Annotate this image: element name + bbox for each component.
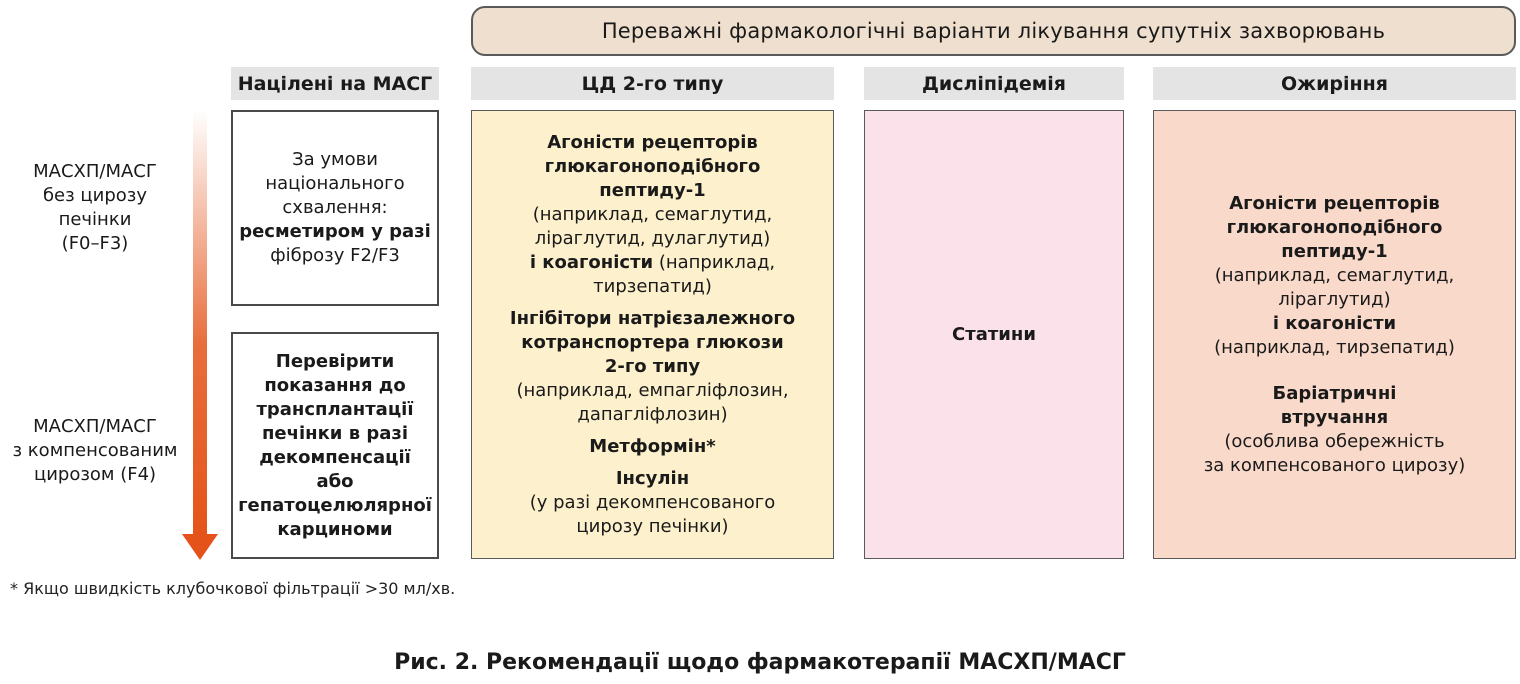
t2d-coagonists-line <box>530 251 775 275</box>
column-header-obesity-label: Ожиріння <box>1281 72 1388 95</box>
dyslipidemia-treatment-box <box>864 110 1124 559</box>
targeted-box1-line-2: національного <box>265 173 405 194</box>
t2d-coagonists-rest: (наприклад, <box>653 251 776 273</box>
t2d-insulin: Інсулін <box>615 467 690 489</box>
column-header-obesity <box>1153 67 1516 100</box>
t2d-coagonists-label: і коагоністи <box>529 251 654 273</box>
t2d-treatment-box <box>471 110 834 559</box>
stage-late-line-3: цирозом (F4) <box>33 464 157 485</box>
t2d-sglt2-line-3: 2-го типу <box>604 355 701 377</box>
targeted-transplant-box <box>231 332 439 559</box>
obesity-bariatric-line-2: втручання <box>1280 406 1389 428</box>
column-header-dyslipidemia <box>864 67 1124 100</box>
obesity-glp1-line-1: Агоністи рецепторів <box>1229 192 1440 214</box>
t2d-sglt2-example-2: дапагліфлозин) <box>577 403 728 425</box>
stage-early-line-1: МАСХП/МАСГ <box>33 161 157 182</box>
column-header-targeted <box>231 67 439 100</box>
comorbidity-treatment-banner <box>471 6 1516 56</box>
obesity-glp1-line-2: глюкагоноподібного <box>1226 216 1443 238</box>
dyslipidemia-statins: Статини <box>952 323 1036 345</box>
obesity-bariatric-note-1: (особлива обережність <box>1224 430 1445 452</box>
t2d-sglt2-line-2: котранспортера глюкози <box>521 331 784 353</box>
t2d-coagonists-example: тирзепатид) <box>593 275 712 297</box>
obesity-bariatric-note-2: за компенсованого цирозу) <box>1203 454 1466 476</box>
banner-title: Переважні фармакологічні варіанти лікування супутніх захворювань <box>601 19 1386 43</box>
targeted-box2-line-4: печінки в разі <box>261 422 409 444</box>
stage-late-line-2: з компенсованим <box>12 440 178 461</box>
targeted-box1-resmetirom: ресметиром у разі <box>239 221 431 242</box>
stage-early-line-4: (F0–F3) <box>61 233 129 254</box>
targeted-box2-line-7: карциноми <box>277 518 393 540</box>
stage-label-compensated-cirrhosis <box>0 415 190 487</box>
obesity-coagonists: і коагоністи <box>1272 312 1397 334</box>
obesity-coagonists-example: (наприклад, тирзепатид) <box>1214 336 1455 358</box>
targeted-box2-line-1: Перевірити <box>275 350 395 372</box>
obesity-treatment-box <box>1153 110 1516 559</box>
stage-early-line-2: без цирозу <box>42 185 148 206</box>
targeted-resmetirom-box <box>231 110 439 306</box>
t2d-glp1-line-2: глюкагоноподібного <box>544 155 761 177</box>
t2d-metformin: Метформін* <box>589 435 716 457</box>
targeted-box1-line-3: схвалення: <box>282 197 388 218</box>
targeted-box1-line-5: фіброзу F2/F3 <box>270 245 400 266</box>
targeted-box2-line-5: декомпенсації або <box>259 446 411 492</box>
t2d-glp1-line-3: пептиду-1 <box>599 179 706 201</box>
obesity-glp1-example-1: (наприклад, семаглутид, <box>1214 264 1455 286</box>
column-header-dyslipidemia-label: Дисліпідемія <box>921 72 1067 95</box>
targeted-box2-line-6: гепатоцелюлярної <box>238 494 432 516</box>
t2d-sglt2-example-1: (наприклад, емпагліфлозин, <box>516 379 789 401</box>
t2d-insulin-example-1: (у разі декомпенсованого <box>529 491 776 513</box>
targeted-box2-line-2: показання до <box>264 374 406 396</box>
t2d-insulin-example-2: цирозу печінки) <box>576 515 729 537</box>
t2d-glp1-line-1: Агоністи рецепторів <box>547 131 758 153</box>
t2d-glp1-example-1: (наприклад, семаглутид, <box>532 203 773 225</box>
obesity-glp1-line-3: пептиду-1 <box>1281 240 1388 262</box>
column-header-t2d-label: ЦД 2-го типу <box>581 72 724 95</box>
footnote: * Якщо швидкість клубочкової фільтрації >30 мл/хв. <box>10 579 456 598</box>
t2d-sglt2-line-1: Інгібітори натрієзалежного <box>509 307 796 329</box>
obesity-bariatric-line-1: Баріатричні <box>1272 382 1397 404</box>
column-header-targeted-label: Націлені на МАСГ <box>237 72 433 95</box>
targeted-box1-line-1: За умови <box>292 149 378 170</box>
targeted-box2-line-3: трансплантації <box>256 398 414 420</box>
obesity-glp1-example-2: ліраглутид) <box>1278 288 1391 310</box>
stage-late-line-1: МАСХП/МАСГ <box>33 416 157 437</box>
stage-label-no-cirrhosis <box>0 160 190 256</box>
t2d-glp1-example-2: ліраглутид, дулаглутид) <box>534 227 771 249</box>
column-header-t2d <box>471 67 834 100</box>
figure-caption: Рис. 2. Рекомендації щодо фармакотерапії МАСХП/МАСГ <box>394 650 1126 675</box>
stage-early-line-3: печінки <box>58 209 132 230</box>
